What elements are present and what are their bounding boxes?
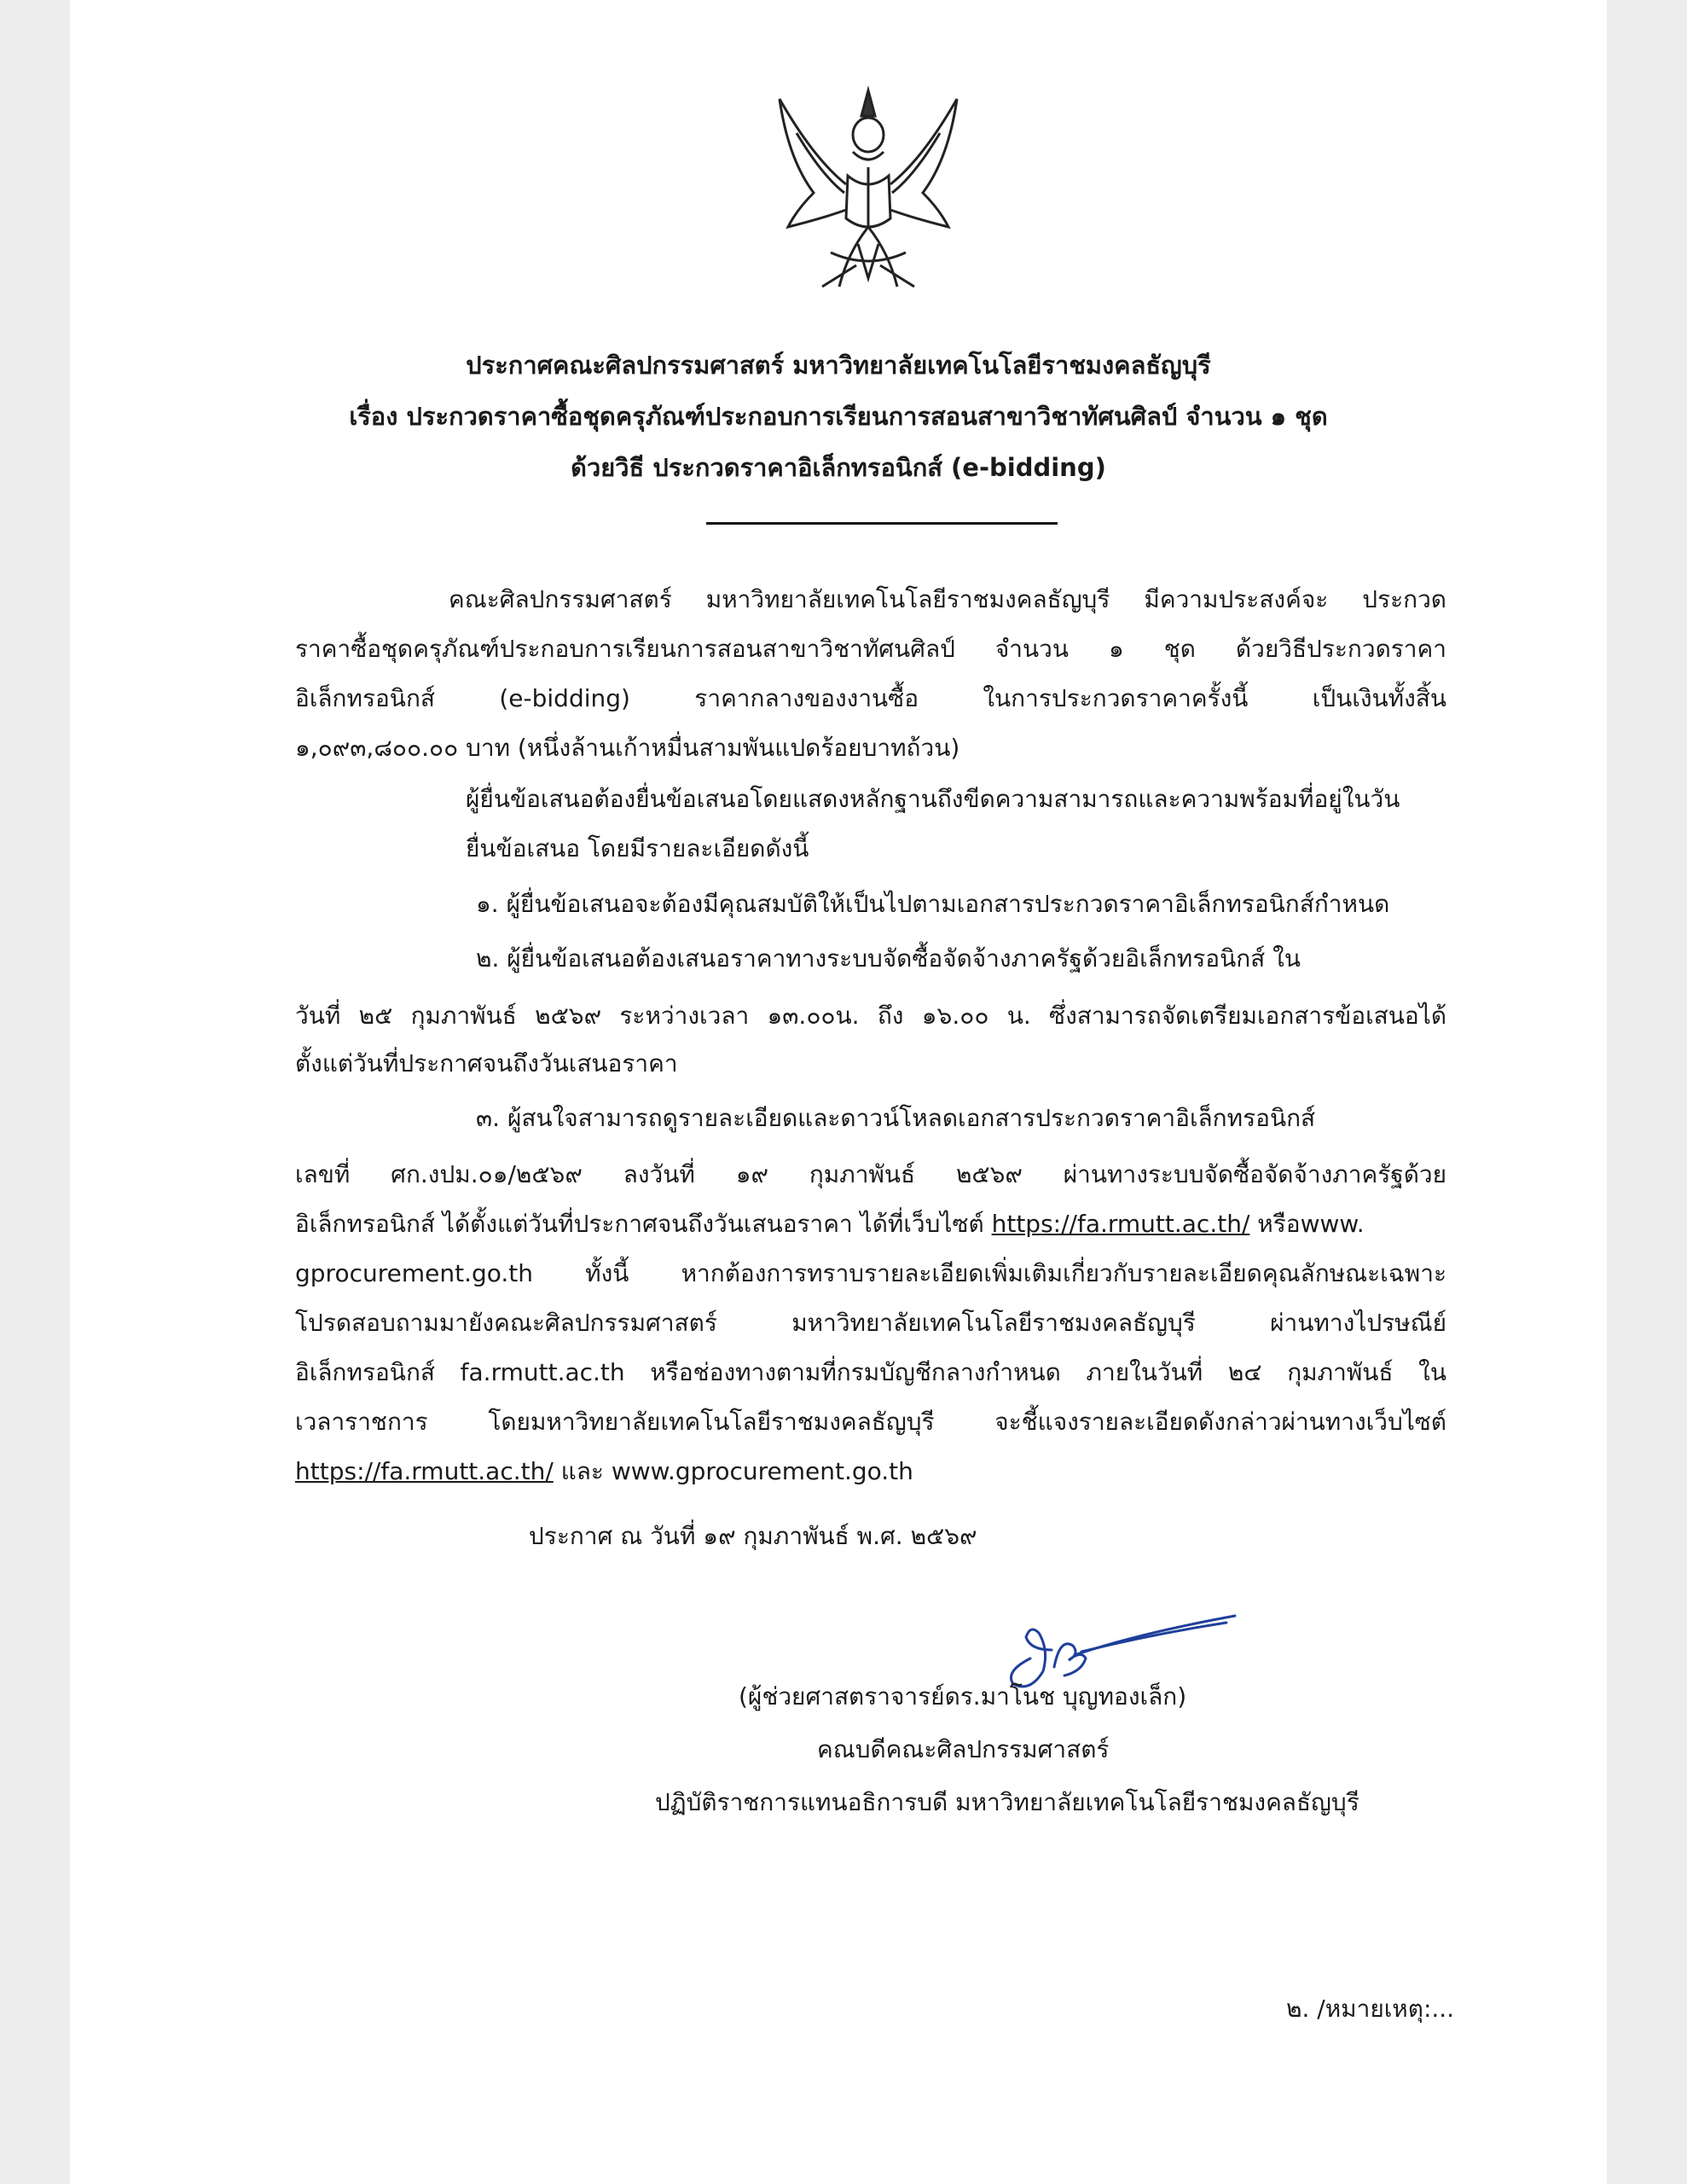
item-3-line: อิเล็กทรอนิกส์ fa.rmutt.ac.th หรือช่องทางตามที่กรมบัญชีกลางกำหนด ภายในวันที่ ๒๔ กุมภาพันธ์ ใน <box>295 1358 1446 1386</box>
intro-line: คณะศิลปกรรมศาสตร์ มหาวิทยาลัยเทคโนโลยีราชมงคลธัญบุรี มีความประสงค์จะ ประกวด <box>449 585 1446 613</box>
item-3-line <box>295 1199 1365 1249</box>
item-3-line: gprocurement.go.th ทั้งนี้ หากต้องการทราบรายละเอียดเพิ่มเติมเกี่ยวกับรายละเอียดคุณลักษณะเฉพาะ <box>295 1259 1446 1287</box>
item-3-line <box>295 1447 913 1496</box>
garuda-emblem-icon <box>762 82 974 295</box>
intro-line: ราคาซื้อชุดครุภัณฑ์ประกอบการเรียนการสอนสาขาวิชาทัศนศิลป์ จำนวน ๑ ชุด ด้วยวิธีประกวดราคา <box>295 635 1446 663</box>
fa-website-link[interactable]: https://fa.rmutt.ac.th/ <box>991 1210 1250 1238</box>
item-3-text: อิเล็กทรอนิกส์ ได้ตั้งแต่วันที่ประกาศจนถึงวันเสนอราคา ได้ที่เว็บไซต์ <box>295 1210 992 1238</box>
signatory-name: (ผู้ช่วยศาสตราจารย์ดร.มาโนช บุญทองเล็ก) <box>739 1682 1187 1711</box>
item-3-text: และ www.gprocurement.go.th <box>553 1457 913 1485</box>
title-line-3: ด้วยวิธี ประกวดราคาอิเล็กทรอนิกส์ (e-bidding) <box>571 453 1106 482</box>
item-2-line: วันที่ ๒๕ กุมภาพันธ์ ๒๕๖๙ ระหว่างเวลา ๑๓.๐๐น. ถึง ๑๖.๐๐ น. ซึ่งสามารถจัดเตรียมเอกสารข้อเสนอได้ <box>295 1002 1446 1030</box>
item-2-line: ตั้งแต่วันที่ประกาศจนถึงวันเสนอราคา <box>295 1049 678 1077</box>
item-1: ๑. ผู้ยื่นข้อเสนอจะต้องมีคุณสมบัติให้เป็นไปตามเอกสารประกวดราคาอิเล็กทรอนิกส์กำหนด <box>476 890 1390 918</box>
item-3-line: ๓. ผู้สนใจสามารถดูรายละเอียดและดาวน์โหลดเอกสารประกวดราคาอิเล็กทรอนิกส์ <box>476 1104 1316 1132</box>
title-line-2: เรื่อง ประกวดราคาซื้อชุดครุภัณฑ์ประกอบการเรียนการสอนสาขาวิชาทัศนศิลป์ จำนวน ๑ ชุด <box>349 402 1328 431</box>
bidder-line: ยื่นข้อเสนอ โดยมีรายละเอียดดังนี้ <box>466 834 809 863</box>
signatory-position: ปฏิบัติราชการแทนอธิการบดี มหาวิทยาลัยเทคโนโลยีราชมงคลธัญบุรี <box>655 1788 1359 1816</box>
fa-website-link[interactable]: https://fa.rmutt.ac.th/ <box>295 1457 554 1485</box>
continued-note: ๒. /หมายเหตุ:... <box>1286 1995 1455 2023</box>
item-2-line: ๒. ผู้ยื่นข้อเสนอต้องเสนอราคาทางระบบจัดซื้อจัดจ้างภาครัฐด้วยอิเล็กทรอนิกส์ ใน <box>476 944 1301 973</box>
title-line-1: ประกาศคณะศิลปกรรมศาสตร์ มหาวิทยาลัยเทคโนโลยีราชมงคลธัญบุรี <box>466 351 1211 380</box>
document-page <box>70 0 1607 2184</box>
item-3-text: หรือwww. <box>1249 1210 1365 1238</box>
item-3-line: โปรดสอบถามมายังคณะศิลปกรรมศาสตร์ มหาวิทยาลัยเทคโนโลยีราชมงคลธัญบุรี ผ่านทางไปรษณีย์ <box>295 1309 1446 1337</box>
announce-date: ประกาศ ณ วันที่ ๑๙ กุมภาพันธ์ พ.ศ. ๒๕๖๙ <box>529 1522 977 1550</box>
item-3-line: เวลาราชการ โดยมหาวิทยาลัยเทคโนโลยีราชมงคลธัญบุรี จะชี้แจงรายละเอียดดังกล่าวผ่านทางเว็บไซต์ <box>295 1408 1446 1436</box>
signatory-position: คณบดีคณะศิลปกรรมศาสตร์ <box>817 1735 1110 1763</box>
item-3-line: เลขที่ ศก.งปม.๐๑/๒๕๖๙ ลงวันที่ ๑๙ กุมภาพันธ์ ๒๕๖๙ ผ่านทางระบบจัดซื้อจัดจ้างภาครัฐด้วย <box>295 1160 1446 1188</box>
bidder-line: ผู้ยื่นข้อเสนอต้องยื่นข้อเสนอโดยแสดงหลักฐานถึงขีดความสามารถและความพร้อมที่อยู่ในวัน <box>466 785 1400 813</box>
title-divider <box>706 522 1058 525</box>
intro-line: ๑,๐๙๓,๘๐๐.๐๐ บาท (หนึ่งล้านเก้าหมื่นสามพันแปดร้อยบาทถ้วน) <box>295 734 960 762</box>
intro-line: อิเล็กทรอนิกส์ (e-bidding) ราคากลางของงานซื้อ ในการประกวดราคาครั้งนี้ เป็นเงินทั้งสิ้น <box>295 684 1446 712</box>
